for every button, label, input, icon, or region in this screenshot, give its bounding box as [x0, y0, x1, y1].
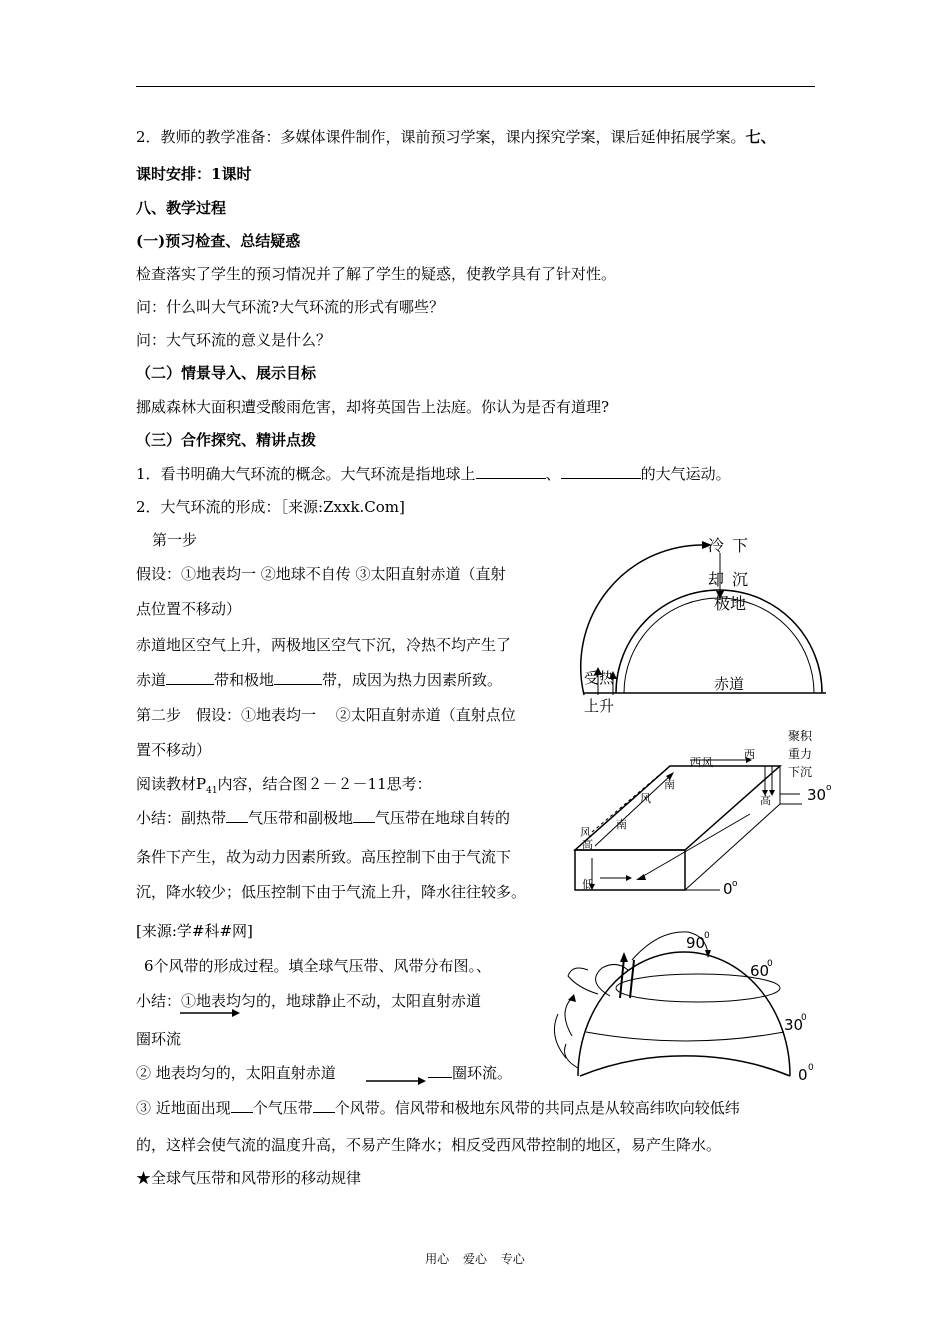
thermal-c: 带，成因为热力因素所致。	[322, 671, 503, 689]
step-two: 第二步 假设：①地表均一 ②太阳直射赤道（直射点位	[136, 706, 516, 724]
summary-2-b: 圈环流。	[452, 1064, 513, 1082]
global-circulation-diagram	[538, 918, 820, 1080]
blank-9	[313, 1098, 335, 1113]
summary-3-a: ③ 近地面出现	[136, 1099, 231, 1117]
page-footer: 用心 爱心 专心	[425, 1252, 525, 1266]
thermal-circulation-diagram	[576, 535, 838, 715]
summary-a: 小结：副热带	[136, 809, 227, 827]
arrow-2	[366, 1075, 426, 1087]
summary-3-c: 个风带。信风带和极地东风带的共同点是从较高纬吹向较低纬	[334, 1099, 740, 1117]
label-deg-30: o	[826, 783, 832, 793]
label-south-1: 南	[664, 778, 675, 791]
summary-c: 气压带在地球自转的	[375, 809, 511, 827]
read-b: 内容，结合图２－２－11思考：	[217, 775, 432, 793]
label-equator: 赤道	[714, 675, 745, 693]
label-pole: 极地	[714, 594, 747, 613]
step-one: 第一步	[152, 531, 198, 549]
assumption-1: 假设：①地表均一 ②地球不自传 ③太阳直射赤道（直射	[136, 565, 506, 583]
concept-text: 1．看书明确大气环流的概念。大气环流是指地球上	[136, 465, 476, 483]
label-lat-60: 60	[750, 962, 770, 980]
blank-1	[476, 464, 546, 479]
label-cold: 冷	[708, 536, 725, 555]
section-seven-number: 七、	[745, 128, 776, 146]
item-concept	[136, 464, 731, 484]
blank-4	[274, 670, 322, 685]
question-2: 问：大气环流的意义是什么？	[136, 331, 332, 349]
label-high-1: 高	[582, 838, 593, 851]
concept-sep: 、	[545, 465, 561, 483]
summary-cont-2: 沉，降水较少；低压控制下由于气流上升，降水往往较多。	[136, 883, 527, 901]
label-deg-30: 0	[801, 1013, 807, 1023]
summary-1: 小结：①地表均匀的，地球静止不动，太阳直射赤道	[136, 992, 482, 1010]
label-south-2: 南	[616, 818, 627, 831]
blank-7	[428, 1063, 452, 1078]
assumption-1-cont: 点位置不移动）	[136, 600, 242, 618]
paragraph-thermal: 赤道地区空气上升，两极地区空气下沉，冷热不均产生了	[136, 636, 512, 654]
label-sinking: 下沉	[788, 765, 813, 779]
label-west-1: 西	[744, 748, 755, 761]
blank-5	[226, 808, 248, 823]
label-heat: 受热	[584, 669, 615, 687]
label-wind-2: 风	[640, 792, 651, 805]
summary-2-a: ② 地表均匀的，太阳直射赤道	[136, 1064, 336, 1082]
label-low: 低	[582, 878, 593, 891]
label-cool: 却	[708, 570, 725, 589]
summary-3-b: 个气压带	[252, 1099, 313, 1117]
header-rule	[136, 86, 815, 87]
blank-8	[231, 1098, 253, 1113]
read-textbook	[136, 774, 432, 801]
label-lat-90: 90	[686, 934, 706, 952]
label-deg-0: o	[732, 879, 738, 889]
label-high-2: 高	[760, 794, 771, 807]
source-note: [来源:学#科#网]	[136, 922, 253, 940]
thermal-b: 带和极地	[214, 671, 275, 689]
blank-3	[166, 670, 214, 685]
paragraph-preview: 检查落实了学生的预习情况并了解了学生的疑惑，使教学具有了针对性。	[136, 265, 617, 283]
label-lat-0: 0	[798, 1066, 808, 1080]
label-sink: 沉	[732, 570, 749, 589]
paragraph-teacher-prep	[136, 127, 776, 147]
label-down: 下	[732, 536, 749, 555]
label-lat-30: 30	[784, 1016, 804, 1034]
movement-rule-heading: ★全球气压带和风带形的移动规律	[136, 1169, 362, 1187]
label-gravity: 重力	[788, 747, 813, 761]
summary-pressure	[136, 808, 510, 828]
arrow-1	[180, 1007, 240, 1019]
wind-belts-formation: 6个风带的形成过程。填全球气压带、风带分布图。、	[144, 957, 492, 975]
summary-2-end	[428, 1063, 512, 1083]
subtropical-high-diagram	[570, 728, 840, 898]
paragraph-thermal-cont	[136, 670, 502, 690]
summary-2	[136, 1063, 336, 1083]
heading-class-hours: 课时安排：1课时	[136, 165, 252, 183]
label-accumulate: 聚积	[788, 729, 813, 743]
label-deg-0: 0	[808, 1063, 814, 1073]
label-deg-60: 0	[767, 959, 773, 969]
question-1: 问：什么叫大气环流?大气环流的形式有哪些？	[136, 298, 445, 316]
read-sub: 41	[206, 786, 218, 796]
label-deg-90: 0	[704, 931, 710, 941]
heading-cooperation: （三）合作探究、精讲点拨	[136, 431, 317, 449]
summary-3	[136, 1098, 740, 1118]
label-lat-0: 0	[723, 880, 733, 898]
summary-1-cont: 圈环流	[136, 1030, 182, 1048]
summary-3-cont: 的，这样会使气流的温度升高，不易产生降水；相反受西风带控制的地区，易产生降水。	[136, 1136, 722, 1154]
blank-2	[561, 464, 641, 479]
read-a: 阅读教材P	[136, 775, 207, 793]
item-formation: 2．大气环流的形成：［来源:Zxxk.Com]	[136, 498, 405, 516]
label-wind-3: 风	[580, 826, 591, 839]
heading-scene-intro: （二）情景导入、展示目标	[136, 364, 317, 382]
heading-preview-check: (一)预习检查、总结疑惑	[136, 232, 301, 250]
summary-b: 气压带和副极地	[248, 809, 354, 827]
label-lat-30: 30	[807, 786, 827, 804]
teacher-prep-text: 2．教师的教学准备：多媒体课件制作，课前预习学案，课内探究学案，课后延伸拓展学案。	[136, 128, 746, 146]
label-wind-1: 风	[702, 756, 713, 769]
label-west-2: 西	[690, 756, 701, 769]
step-two-cont: 置不移动）	[136, 741, 212, 759]
blank-6	[353, 808, 375, 823]
label-rise: 上升	[584, 697, 615, 715]
paragraph-acid-rain: 挪威森林大面积遭受酸雨危害，却将英国告上法庭。你认为是否有道理?	[136, 398, 610, 416]
summary-cont-1: 条件下产生，故为动力因素所致。高压控制下由于气流下	[136, 848, 512, 866]
concept-end: 的大气运动。	[640, 465, 731, 483]
thermal-a: 赤道	[136, 671, 167, 689]
heading-teaching-process: 八、教学过程	[136, 199, 227, 217]
